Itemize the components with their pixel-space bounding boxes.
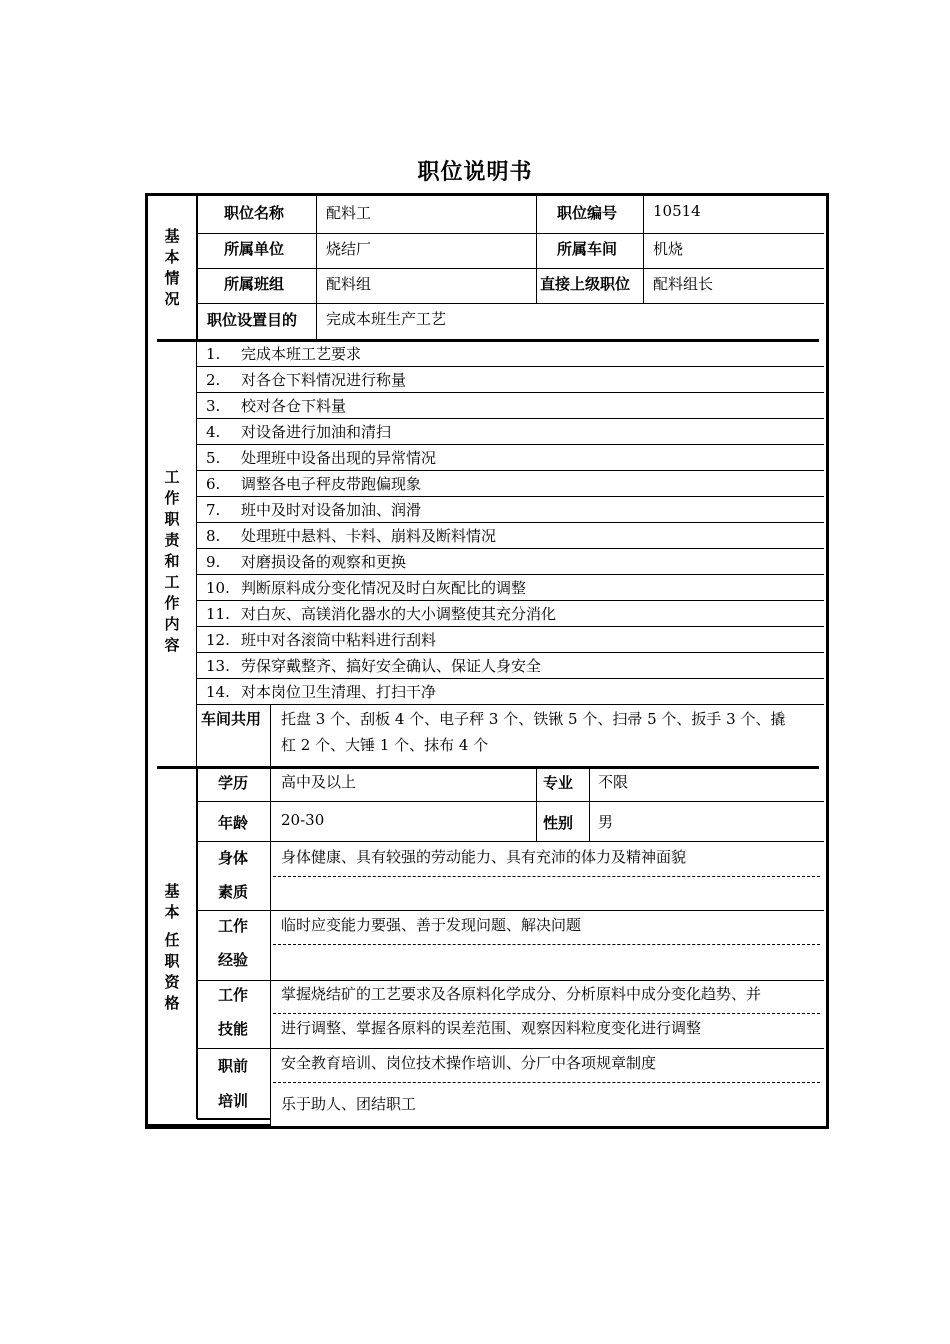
experience-value: 临时应变能力要强、善于发现问题、解决问题: [281, 916, 582, 934]
job-code-value: 10514: [653, 202, 701, 220]
dashed-separator: [273, 1082, 820, 1083]
team-label: 所属班组: [224, 275, 285, 293]
age-value: 20-30: [281, 811, 325, 829]
job-code-label: 职位编号: [557, 204, 618, 222]
duty-item: 7. 班中及时对设备加油、润滑: [206, 501, 422, 519]
education-label: 学历: [218, 774, 249, 792]
section-label-qualifications: 基 本: [164, 882, 180, 921]
major-value: 不限: [598, 773, 629, 791]
other-value: 乐于助人、团结职工: [281, 1095, 417, 1113]
team-value: 配料组: [326, 275, 372, 293]
job-name-label: 职位名称: [224, 204, 285, 222]
duty-item: 8. 处理班中悬料、卡料、崩料及断料情况: [206, 527, 497, 545]
unit-label: 所属单位: [224, 240, 285, 258]
training-label: 职前: [218, 1057, 249, 1075]
section-label-duties: 工 作 职 责 和 工 作 内 容: [164, 468, 180, 654]
superior-label: 直接上级职位: [540, 275, 631, 293]
workshop-value: 机烧: [653, 240, 684, 258]
section-divider: [157, 339, 819, 342]
skills-label: 技能: [218, 1020, 249, 1038]
gender-value: 男: [598, 813, 614, 831]
skills-value: 进行调整、掌握各原料的误差范围、观察因料粒度变化进行调整: [281, 1019, 702, 1037]
shared-tools-line: 托盘 3 个、刮板 4 个、电子秤 3 个、铁锹 5 个、扫帚 5 个、扳手 3 个、撬: [281, 710, 786, 728]
column-divider: [196, 342, 197, 766]
physical-label: 身体: [218, 849, 249, 867]
skills-value: 掌握烧结矿的工艺要求及各原料化学成分、分析原料中成分变化趋势、并: [281, 985, 762, 1003]
section-divider: [157, 766, 819, 769]
physical-label: 素质: [218, 883, 249, 901]
superior-value: 配料组长: [653, 275, 714, 293]
section-label-basic-info: 基 本 情 况: [164, 227, 180, 308]
duty-item: 4. 对设备进行加油和清扫: [206, 423, 392, 441]
experience-label: 工作: [218, 917, 249, 935]
page-title: 职位说明书: [417, 160, 533, 185]
dashed-separator: [273, 944, 820, 945]
shared-tools-label: 车间共用: [201, 710, 262, 728]
duty-item: 14. 对本岗位卫生清理、打扫干净: [206, 683, 437, 701]
unit-value: 烧结厂: [326, 240, 372, 258]
duty-item: 6. 调整各电子秤皮带跑偏现象: [206, 475, 422, 493]
section-divider: [148, 1124, 270, 1127]
physical-value: 身体健康、具有较强的劳动能力、具有充沛的体力及精神面貌: [281, 848, 687, 866]
experience-label: 经验: [218, 951, 249, 969]
duty-item: 1. 完成本班工艺要求: [206, 345, 362, 363]
duty-item: 12. 班中对各滚筒中粘料进行刮料: [206, 631, 437, 649]
duty-item: 10. 判断原料成分变化情况及时白灰配比的调整: [206, 579, 527, 597]
duty-item: 11. 对白灰、高镁消化器水的大小调整使其充分消化: [206, 605, 557, 623]
purpose-label: 职位设置目的: [207, 311, 298, 329]
column-divider: [196, 769, 198, 1119]
shared-tools-line: 杠 2 个、大锤 1 个、抹布 4 个: [281, 736, 489, 754]
dashed-separator: [273, 876, 820, 877]
dashed-separator: [273, 1013, 820, 1014]
major-label: 专业: [543, 774, 574, 792]
duty-item: 3. 校对各仓下料量: [206, 397, 347, 415]
duty-item: 13. 劳保穿戴整齐、搞好安全确认、保证人身安全: [206, 657, 542, 675]
purpose-value: 完成本班生产工艺: [326, 310, 447, 328]
training-label: 培训: [218, 1092, 249, 1110]
duty-item: 2. 对各仓下料情况进行称量: [206, 371, 407, 389]
education-value: 高中及以上: [281, 773, 357, 791]
workshop-label: 所属车间: [557, 240, 618, 258]
training-value: 安全教育培训、岗位技术操作培训、分厂中各项规章制度: [281, 1054, 657, 1072]
skills-label: 工作: [218, 986, 249, 1004]
age-label: 年龄: [218, 814, 249, 832]
section-label-qualifications: 任 职 资 格: [164, 931, 180, 1012]
job-name-value: 配料工: [326, 204, 372, 222]
duty-item: 5. 处理班中设备出现的异常情况: [206, 449, 437, 467]
duty-item: 9. 对磨损设备的观察和更换: [206, 553, 407, 571]
gender-label: 性别: [543, 814, 574, 832]
